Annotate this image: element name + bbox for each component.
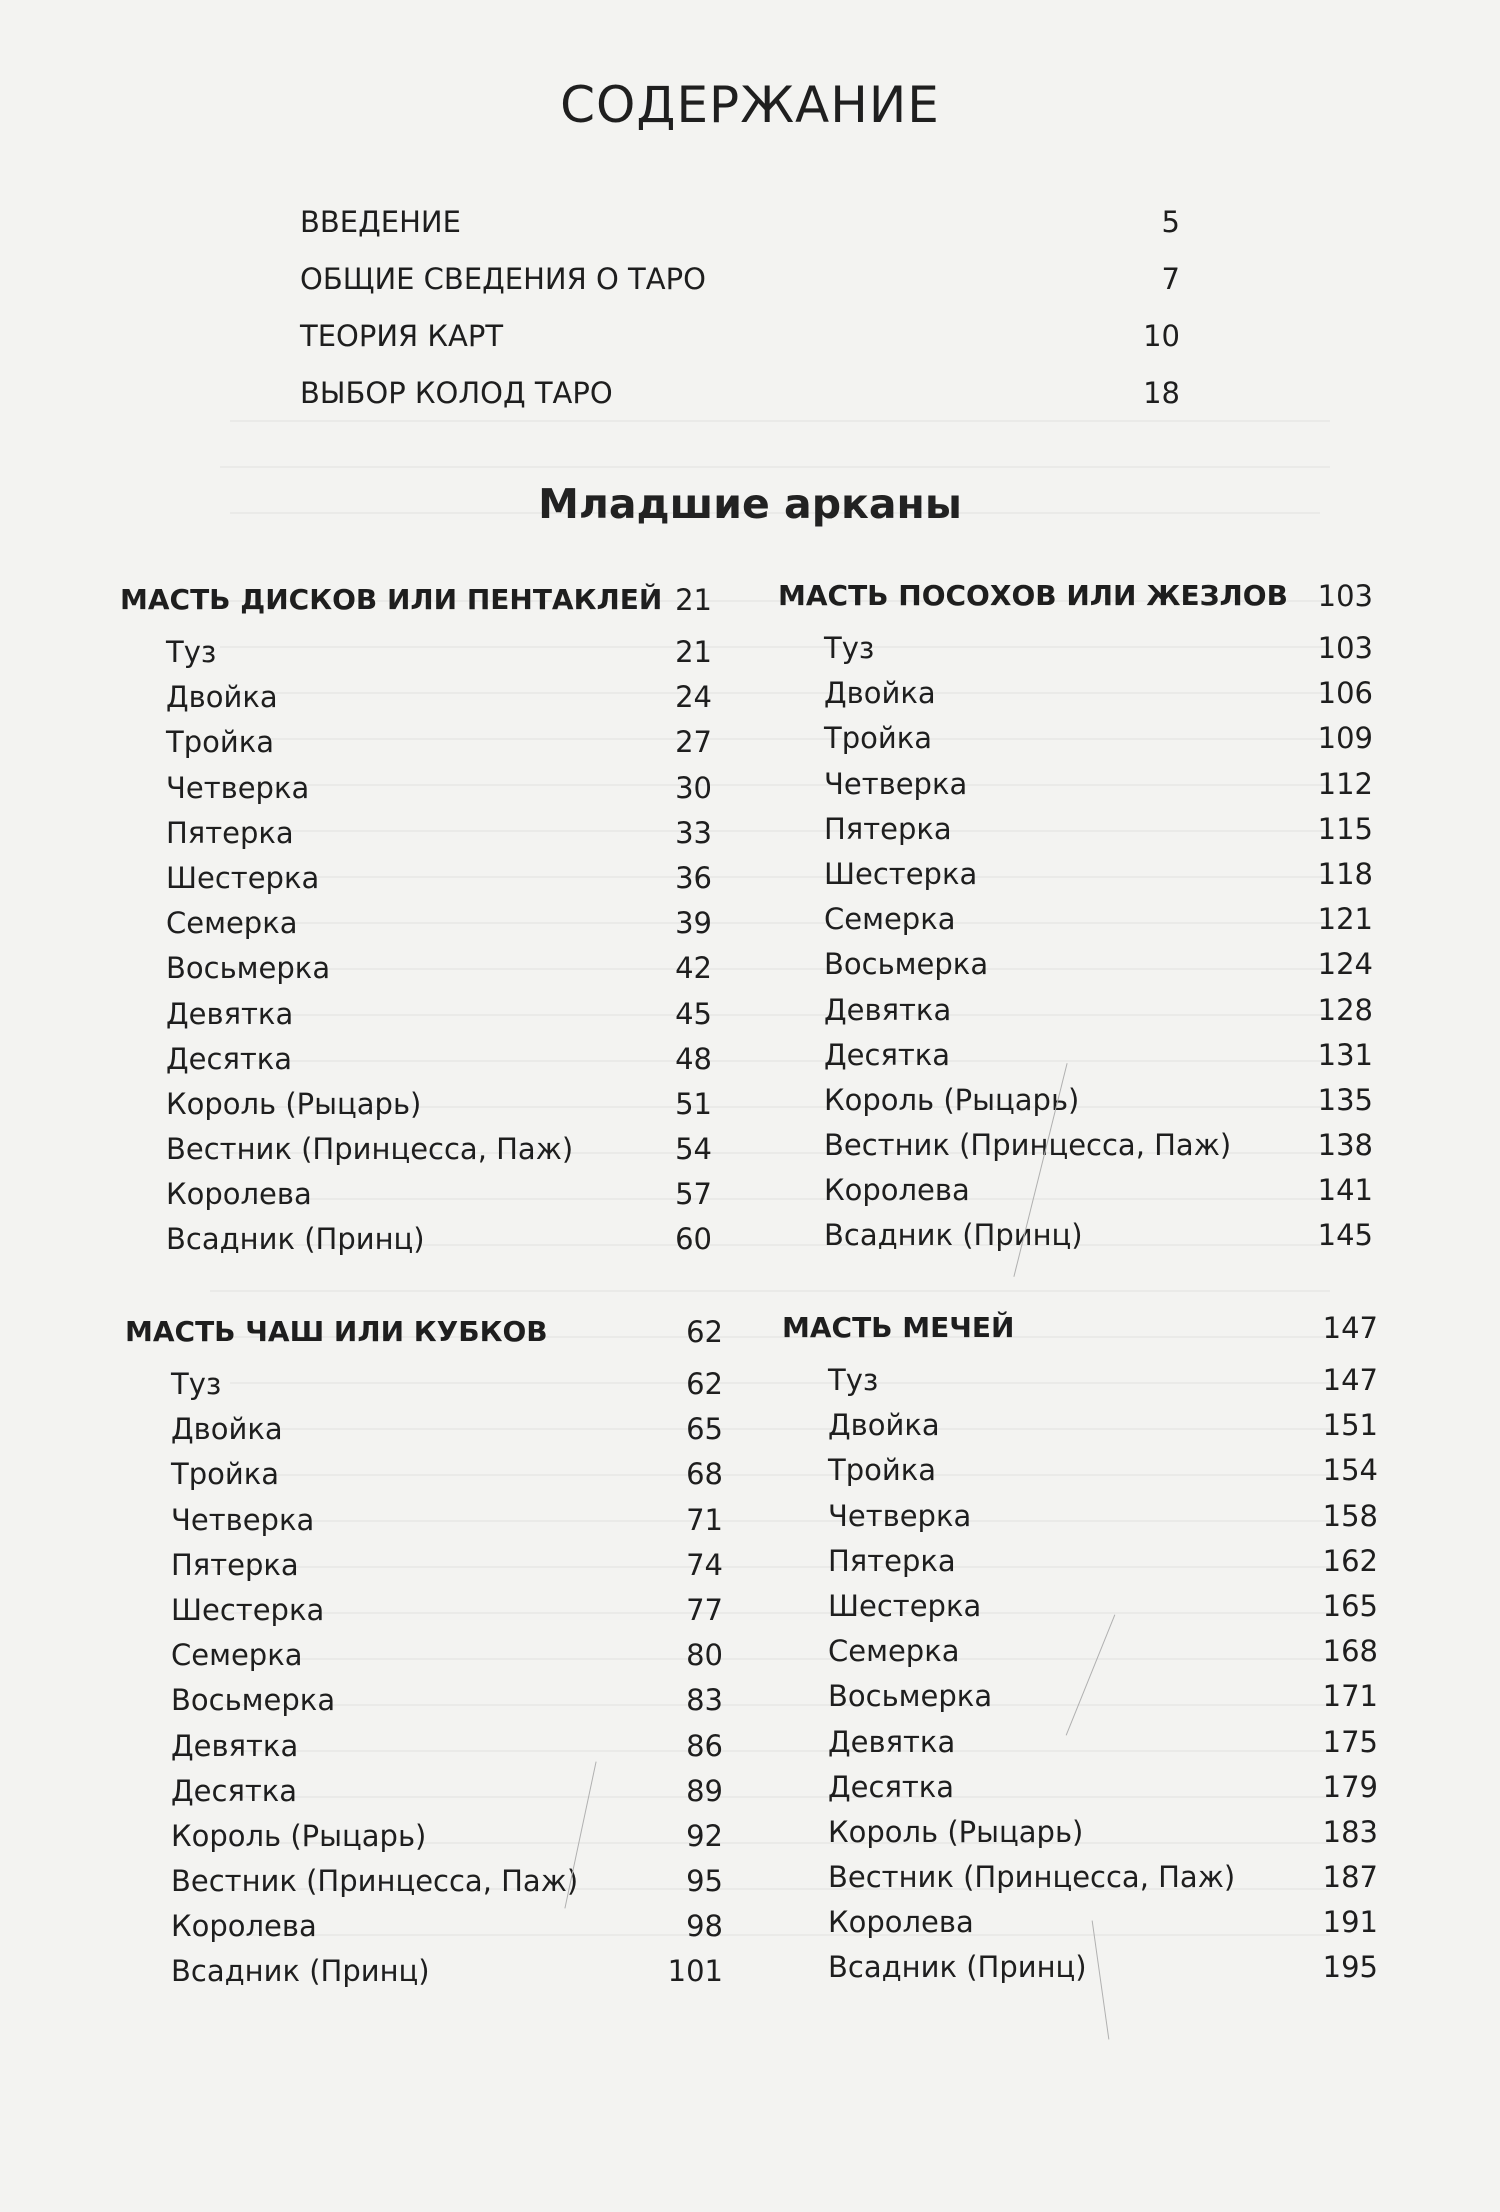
toc-entry	[782, 1812, 1378, 1857]
entry-page: 151	[1322, 1408, 1378, 1443]
entry-label: Восьмерка	[166, 951, 331, 986]
entry-label: Королева	[828, 1905, 974, 1940]
suit-heading	[125, 1312, 723, 1364]
entry-label: Четверка	[166, 770, 310, 805]
entry-label: Король (Рыцарь)	[828, 1814, 1084, 1849]
entry-label: Четверка	[824, 766, 968, 801]
toc-entry	[782, 1496, 1378, 1541]
toc-entry	[782, 1857, 1378, 1902]
entry-label: Десятка	[828, 1769, 955, 1804]
entry-label: Вестник (Принцесса, Паж)	[171, 1864, 579, 1899]
toc-entry	[778, 1215, 1373, 1260]
toc-entry	[782, 1360, 1378, 1405]
toc-entry	[300, 259, 1180, 316]
toc-entry	[120, 948, 712, 993]
entry-page: 33	[675, 815, 712, 850]
entry-page: 124	[1317, 947, 1373, 982]
entry-page: 62	[686, 1367, 723, 1401]
toc-entry	[778, 718, 1373, 763]
entry-page: 138	[1317, 1128, 1373, 1163]
entry-page: 109	[1317, 721, 1373, 756]
entry-page: 98	[686, 1909, 723, 1944]
toc-entry	[778, 1035, 1373, 1080]
entry-page: 57	[675, 1177, 712, 1212]
toc-entry	[120, 632, 712, 677]
entry-label: Тройка	[824, 721, 932, 756]
entry-label: Пятерка	[166, 815, 294, 850]
entry-page: 24	[675, 680, 712, 715]
entry-page: 112	[1317, 766, 1373, 801]
entry-page: 86	[686, 1728, 723, 1763]
toc-entry	[778, 673, 1373, 718]
entry-label: Восьмерка	[828, 1679, 993, 1714]
entry-label: Девятка	[828, 1724, 956, 1759]
entry-page: 115	[1317, 811, 1373, 846]
entry-page: 135	[1317, 1082, 1373, 1117]
suit-page: 62	[686, 1315, 723, 1349]
entry-page: 68	[686, 1457, 723, 1492]
suit-heading	[778, 576, 1373, 628]
entry-label: Семерка	[824, 902, 956, 937]
entry-label: ВВЕДЕНИЕ	[300, 205, 461, 239]
toc-entry	[125, 1680, 723, 1725]
entry-page: 10	[1143, 319, 1180, 353]
toc-entry	[782, 1450, 1378, 1495]
entry-page: 54	[675, 1132, 712, 1167]
toc-entry	[300, 316, 1180, 373]
entry-page: 36	[675, 860, 712, 895]
toc-entry	[120, 994, 712, 1039]
toc-entry	[120, 858, 712, 903]
intro-list	[300, 202, 1180, 430]
toc-entry	[120, 903, 712, 948]
entry-page: 65	[686, 1412, 723, 1447]
entry-page: 154	[1322, 1453, 1378, 1488]
toc-entry	[125, 1545, 723, 1590]
entry-page: 42	[675, 951, 712, 986]
entry-label: Двойка	[166, 680, 278, 715]
entry-page: 183	[1322, 1814, 1378, 1849]
section-title: Младшие арканы	[538, 480, 962, 528]
toc-entry	[120, 722, 712, 767]
entry-label: Король (Рыцарь)	[171, 1818, 427, 1853]
toc-entry	[778, 809, 1373, 854]
toc-entry	[120, 1084, 712, 1129]
toc-entry	[120, 768, 712, 813]
entry-label: Туз	[171, 1367, 222, 1401]
entry-page: 39	[675, 906, 712, 941]
toc-entry	[778, 1125, 1373, 1170]
entry-label: Восьмерка	[824, 947, 989, 982]
entry-page: 171	[1322, 1679, 1378, 1714]
entry-label: Семерка	[828, 1634, 960, 1669]
entry-label: Всадник (Принц)	[166, 1222, 425, 1257]
toc-entry	[125, 1951, 723, 1996]
entry-page: 27	[675, 725, 712, 760]
entry-label: Шестерка	[828, 1588, 982, 1623]
entry-label: Вестник (Принцесса, Паж)	[166, 1132, 574, 1167]
toc-entry	[778, 1170, 1373, 1215]
entry-page: 60	[675, 1222, 712, 1257]
entry-page: 162	[1322, 1543, 1378, 1578]
entry-label: Пятерка	[824, 811, 952, 846]
toc-entry	[125, 1454, 723, 1499]
entry-label: Десятка	[824, 1037, 951, 1072]
entry-page: 95	[686, 1864, 723, 1899]
toc-entry	[120, 677, 712, 722]
toc-entry	[125, 1726, 723, 1771]
entry-label: Королева	[166, 1177, 312, 1212]
toc-entry	[125, 1816, 723, 1861]
entry-label: Тройка	[166, 725, 274, 760]
entry-label: Девятка	[166, 996, 294, 1031]
toc-entry	[120, 1174, 712, 1219]
entry-page: 106	[1317, 676, 1373, 711]
toc-entry	[782, 1405, 1378, 1450]
entry-label: Вестник (Принцесса, Паж)	[828, 1860, 1236, 1895]
entry-page: 92	[686, 1818, 723, 1853]
toc-entry	[778, 944, 1373, 989]
toc-entry	[125, 1409, 723, 1454]
toc-entry	[300, 202, 1180, 259]
entry-label: Королева	[171, 1909, 317, 1944]
entry-page: 121	[1317, 902, 1373, 937]
entry-page: 5	[1161, 205, 1180, 239]
toc-entry	[778, 628, 1373, 673]
entry-label: Двойка	[828, 1408, 940, 1443]
entry-page: 45	[675, 996, 712, 1031]
entry-page: 80	[686, 1638, 723, 1673]
suit-name: МАСТЬ МЕЧЕЙ	[782, 1311, 1015, 1344]
suit-section-cups	[125, 1312, 723, 1997]
entry-page: 7	[1161, 262, 1180, 296]
entry-page: 128	[1317, 992, 1373, 1027]
suit-section-disks	[120, 580, 712, 1265]
entry-label: Всадник (Принц)	[171, 1954, 430, 1989]
suit-heading	[120, 580, 712, 632]
entry-page: 83	[686, 1683, 723, 1718]
entry-page: 175	[1322, 1724, 1378, 1759]
suit-page: 103	[1317, 579, 1373, 613]
toc-entry	[778, 899, 1373, 944]
entry-label: Четверка	[171, 1502, 315, 1537]
entry-label: Вестник (Принцесса, Паж)	[824, 1128, 1232, 1163]
entry-label: Пятерка	[828, 1543, 956, 1578]
entry-label: Тройка	[171, 1457, 279, 1492]
entry-label: Туз	[166, 635, 217, 669]
suit-section-wands	[778, 576, 1373, 1261]
entry-label: Семерка	[171, 1638, 303, 1673]
toc-entry	[120, 1039, 712, 1084]
entry-label: Туз	[828, 1363, 879, 1397]
entry-page: 48	[675, 1041, 712, 1076]
toc-entry	[778, 990, 1373, 1035]
toc-entry	[125, 1906, 723, 1951]
suit-heading	[782, 1308, 1378, 1360]
entry-label: Шестерка	[824, 856, 978, 891]
entry-label: ОБЩИЕ СВЕДЕНИЯ О ТАРО	[300, 262, 706, 296]
toc-entry	[120, 1129, 712, 1174]
page-title: СОДЕРЖАНИЕ	[560, 76, 940, 134]
suit-section-swords	[782, 1308, 1378, 1993]
entry-page: 165	[1322, 1588, 1378, 1623]
toc-entry	[782, 1767, 1378, 1812]
toc-entry	[778, 854, 1373, 899]
suit-page: 21	[675, 583, 712, 617]
entry-label: ТЕОРИЯ КАРТ	[300, 319, 504, 353]
entry-page: 168	[1322, 1634, 1378, 1669]
entry-label: Семерка	[166, 906, 298, 941]
toc-entry	[120, 813, 712, 858]
entry-page: 18	[1143, 376, 1180, 410]
entry-label: Четверка	[828, 1498, 972, 1533]
suit-name: МАСТЬ ПОСОХОВ ИЛИ ЖЕЗЛОВ	[778, 579, 1288, 612]
suit-name: МАСТЬ ДИСКОВ ИЛИ ПЕНТАКЛЕЙ	[120, 583, 663, 616]
toc-entry	[125, 1590, 723, 1635]
toc-entry	[125, 1364, 723, 1409]
toc-entry	[782, 1947, 1378, 1992]
toc-entry	[778, 1080, 1373, 1125]
toc-entry	[300, 373, 1180, 430]
entry-label: Король (Рыцарь)	[166, 1086, 422, 1121]
toc-entry	[125, 1635, 723, 1680]
entry-label: Девятка	[171, 1728, 299, 1763]
entry-label: Девятка	[824, 992, 952, 1027]
toc-entry	[125, 1861, 723, 1906]
suit-name: МАСТЬ ЧАШ ИЛИ КУБКОВ	[125, 1315, 548, 1348]
entry-page: 145	[1317, 1218, 1373, 1253]
toc-entry	[782, 1902, 1378, 1947]
entry-label: Королева	[824, 1173, 970, 1208]
entry-page: 71	[686, 1502, 723, 1537]
toc-entry	[778, 764, 1373, 809]
entry-label: Тройка	[828, 1453, 936, 1488]
entry-page: 131	[1317, 1037, 1373, 1072]
suit-page: 147	[1322, 1311, 1378, 1345]
entry-page: 187	[1322, 1860, 1378, 1895]
entry-label: Восьмерка	[171, 1683, 336, 1718]
toc-entry	[125, 1771, 723, 1816]
entry-label: Десятка	[166, 1041, 293, 1076]
entry-page: 158	[1322, 1498, 1378, 1533]
entry-label: ВЫБОР КОЛОД ТАРО	[300, 376, 613, 410]
toc-entry	[782, 1586, 1378, 1631]
entry-label: Всадник (Принц)	[824, 1218, 1083, 1253]
entry-label: Всадник (Принц)	[828, 1950, 1087, 1985]
entry-label: Двойка	[171, 1412, 283, 1447]
entry-page: 141	[1317, 1173, 1373, 1208]
entry-page: 103	[1317, 631, 1373, 665]
entry-page: 21	[675, 635, 712, 669]
entry-page: 147	[1322, 1363, 1378, 1397]
toc-entry	[120, 1219, 712, 1264]
entry-page: 89	[686, 1773, 723, 1808]
entry-page: 77	[686, 1592, 723, 1627]
toc-entry	[782, 1722, 1378, 1767]
entry-page: 30	[675, 770, 712, 805]
entry-label: Шестерка	[166, 860, 320, 895]
entry-label: Двойка	[824, 676, 936, 711]
entry-label: Десятка	[171, 1773, 298, 1808]
entry-page: 101	[667, 1954, 723, 1989]
entry-label: Король (Рыцарь)	[824, 1082, 1080, 1117]
toc-entry	[125, 1500, 723, 1545]
entry-page: 191	[1322, 1905, 1378, 1940]
toc-entry	[782, 1631, 1378, 1676]
entry-page: 74	[686, 1547, 723, 1582]
toc-entry	[782, 1541, 1378, 1586]
entry-label: Пятерка	[171, 1547, 299, 1582]
entry-label: Туз	[824, 631, 875, 665]
entry-page: 195	[1322, 1950, 1378, 1985]
entry-label: Шестерка	[171, 1592, 325, 1627]
entry-page: 118	[1317, 856, 1373, 891]
entry-page: 179	[1322, 1769, 1378, 1804]
entry-page: 51	[675, 1086, 712, 1121]
